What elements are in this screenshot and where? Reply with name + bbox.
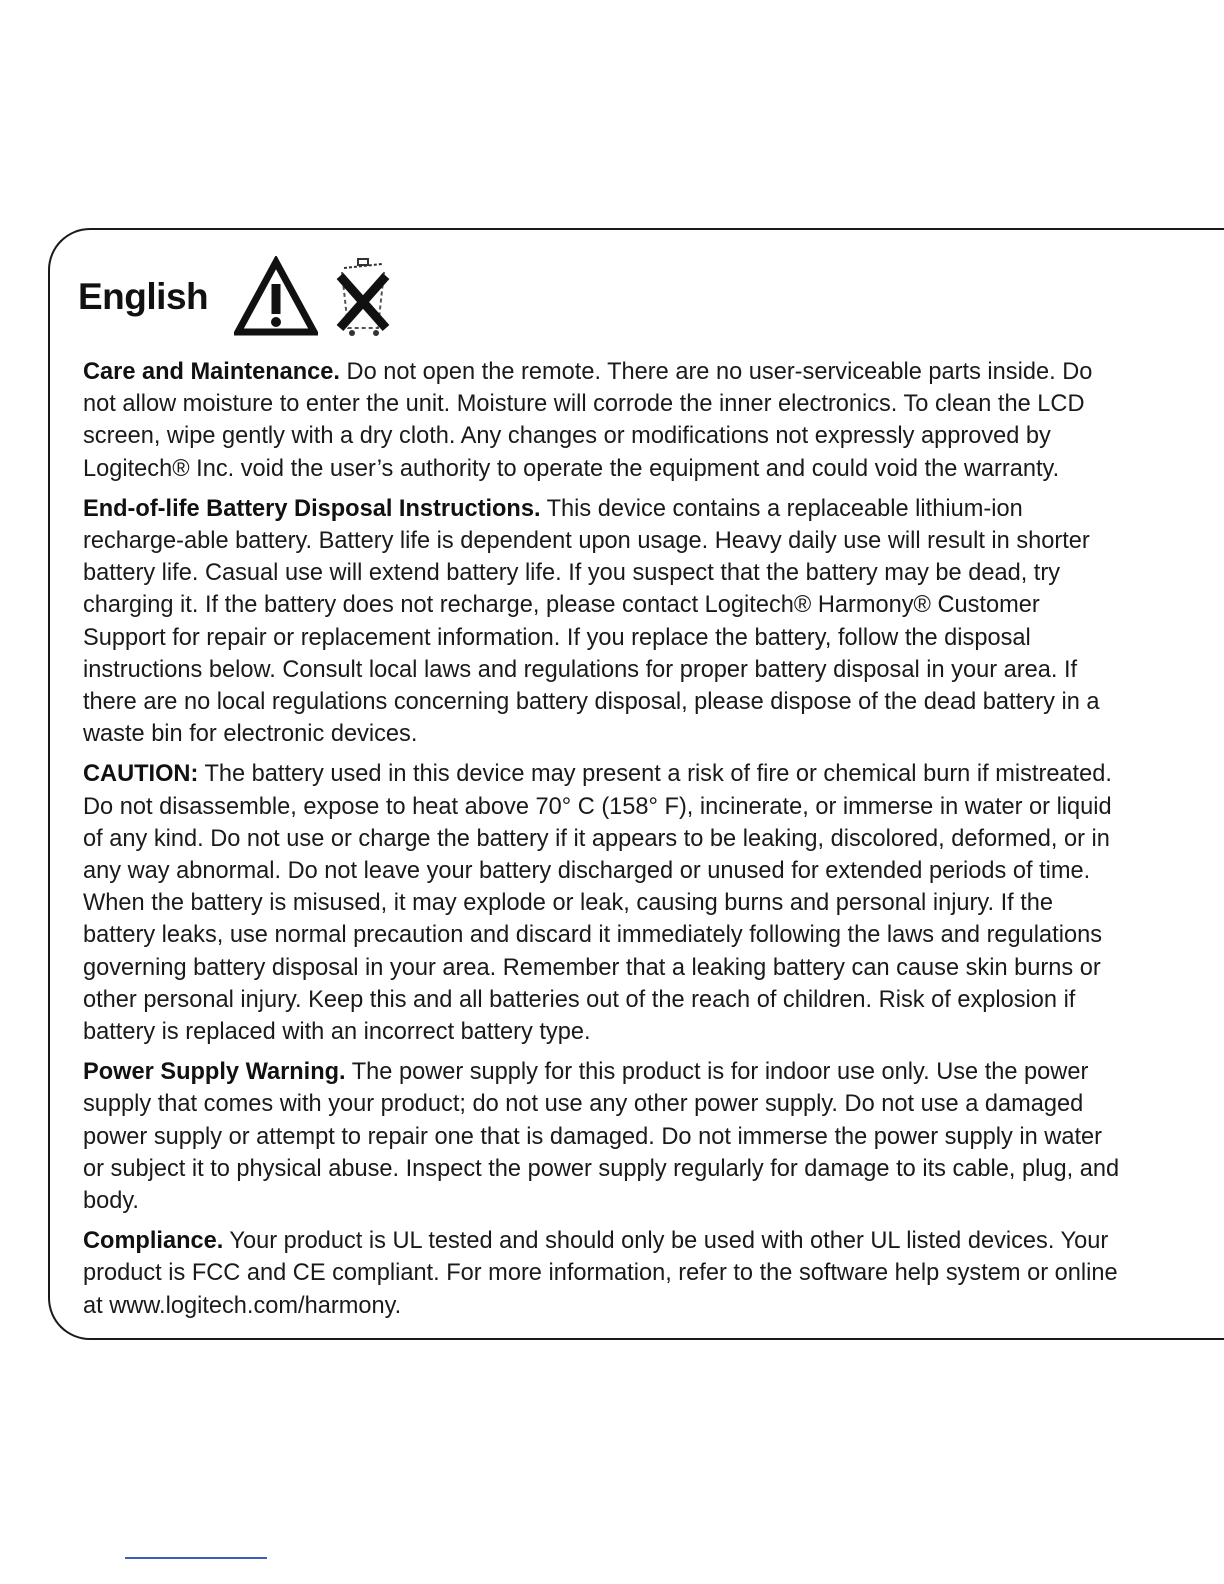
compliance-paragraph xyxy=(83,1225,1128,1322)
paragraph-body: This device contains a replaceable lithium-ion recharge-able battery. Battery life is dependent upon usage. Heavy daily use will result in shorter battery life. Casual use will extend battery life. If you suspect that the battery may be dead, try charging it. If the battery does not recharge, please contact Logitech® Harmony® Customer Support for repair or replacement information. If you replace the battery, follow the disposal instructions below. Consult local laws and regulations for proper battery disposal in your area. If there are no local regulations concerning battery disposal, please dispose of the dead battery in a waste bin for electronic devices. xyxy=(83,495,1100,748)
section-header xyxy=(78,252,396,342)
caution-paragraph xyxy=(83,758,1128,1048)
paragraph-body: Do not open the remote. There are no user-serviceable parts inside. Do not allow moisture to enter the unit. Moisture will corrode the inner electronics. To clean the LCD screen, wipe gently with a dry cloth. Any changes or modifications not expressly approved by Logitech® Inc. void the user’s authority to operate the equipment and could void the warranty. xyxy=(83,359,1093,482)
paragraph-body: Your product is UL tested and should only be used with other UL listed devices. Your product is FCC and CE compliant. For more information, refer to the software help system or online at www.logitech.com/harmony. xyxy=(83,1228,1118,1319)
warning-triangle-icon xyxy=(234,256,318,338)
safety-icons xyxy=(234,254,396,340)
power-supply-paragraph xyxy=(83,1056,1128,1217)
footer-divider xyxy=(125,1557,267,1559)
language-title: English xyxy=(78,276,209,317)
crossed-out-bin-icon xyxy=(330,254,396,340)
paragraph-heading: Compliance. xyxy=(83,1228,224,1255)
paragraph-heading: Power Supply Warning. xyxy=(83,1059,346,1086)
battery-disposal-paragraph xyxy=(83,493,1128,751)
paragraph-heading: End-of-life Battery Disposal Instructions. xyxy=(83,495,541,522)
paragraph-body: The battery used in this device may present a risk of fire or chemical burn if mistreated. Do not disassemble, expose to heat above 70° C (158° F), incinerate, or immerse in water or liquid of any kind. Do not use or charge the battery if it appears to be leaking, discolored, deformed, or in any way abnormal. Do not leave your battery discharged or unused for extended periods of time. When the battery is misused, it may explode or leak, causing burns and personal injury. If the battery leaks, use normal precaution and discard it immediately following the laws and regulations governing battery disposal in your area. Remember that a leaking battery can cause skin burns or other personal injury. Keep this and all batteries out of the reach of children. Risk of explosion if battery is replaced with an incorrect battery type. xyxy=(83,761,1112,1046)
paragraph-heading: Care and Maintenance. xyxy=(83,359,340,385)
safety-content xyxy=(83,356,1128,1330)
paragraph-heading: CAUTION: xyxy=(83,761,199,788)
paragraph-body: The power supply for this product is for indoor use only. Use the power supply that comes with your product; do not use any other power supply. Do not use a damaged power supply or attempt to repair one that is damaged. Do not immerse the power supply in water or subject it to physical abuse. Inspect the power supply regularly for damage to its cable, plug, and body. xyxy=(83,1059,1120,1215)
care-maintenance-paragraph xyxy=(83,356,1128,485)
